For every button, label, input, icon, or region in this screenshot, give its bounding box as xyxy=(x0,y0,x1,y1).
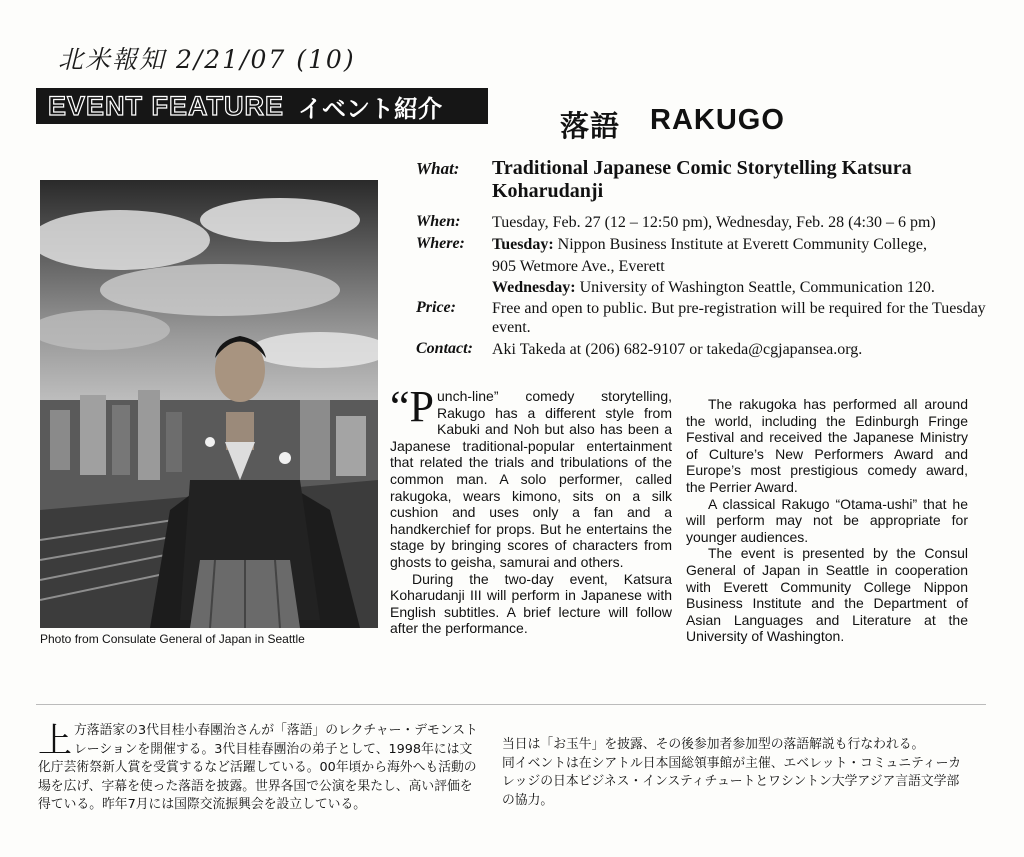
contact-value: Aki Takeda at (206) 682-9107 or takeda@cgjapansea.org. xyxy=(492,341,863,358)
event-info xyxy=(416,157,986,362)
page-title xyxy=(560,104,785,145)
where-label: Where: xyxy=(416,235,465,252)
article-paragraph xyxy=(390,382,672,571)
what-label: What: xyxy=(416,159,460,178)
when-label: When: xyxy=(416,213,461,230)
headline-japanese: 落語 xyxy=(560,111,621,143)
price-label: Price: xyxy=(416,299,456,316)
article-paragraph-1: unch-line” comedy storytelling, Rakugo has a different style from Kabuki and Noh but also has been a Japanese traditional-popular entertainment that related the trials and tribulations of the common man. A solo performer, called rakugoka, wears kimono, sits on a silk cushion and uses only a fan and a handkerchief for props. But he entertains the stage by bringing scores of characters from ghosts to geisha, samurai and others. xyxy=(390,388,672,570)
what-value: Traditional Japanese Comic Storytelling Katsura Koharudanji xyxy=(492,157,912,202)
japanese-text-left xyxy=(38,722,478,815)
info-where xyxy=(416,235,986,254)
banner-english: EVENT FEATURE xyxy=(48,90,285,121)
where-tuesday xyxy=(492,235,927,254)
info-contact xyxy=(416,340,986,359)
japanese-left-body: 方落語家の3代目桂小春團治さんが「落語」のレクチャー・デモンストレーションを開催する。3代目桂春團治の弟子として、1998年には文化庁芸術祭新人賞を受賞するなど活躍している。00年頃から海外へも活動の場を広げ、字幕を使った落語を披露。世界各国で公演を果たし、高い評価を得ている。昨年7月には国際交流振興会を設立している。 xyxy=(38,723,478,812)
japanese-right-line-2: 同イベントは在シアトル日本国総領事館が主催、エベレット・コミュニティーカレッジの日本ビジネス・インスティチュートとワシントン大学アジア言語文学部の協力。 xyxy=(502,755,962,808)
article-dropcap: “P xyxy=(390,382,434,431)
article-column-left xyxy=(390,382,672,637)
where-tuesday-address: 905 Wetmore Ave., Everett xyxy=(492,258,665,275)
where-wednesday-day: Wednesday: xyxy=(492,279,576,296)
article-paragraph-4: A classical Rakugo “Otama-ushi” that he will perform may not be appropriate for younger audiences. xyxy=(686,495,968,545)
where-tuesday-day: Tuesday: xyxy=(492,236,554,253)
article-column-right xyxy=(686,396,968,645)
handwritten-note: 北米報知 2/21/07 (10) xyxy=(58,45,356,74)
info-price xyxy=(416,299,986,337)
when-value: Tuesday, Feb. 27 (12 – 12:50 pm), Wednesday, Feb. 28 (4:30 – 6 pm) xyxy=(492,214,936,231)
headline-english: RAKUGO xyxy=(650,104,785,136)
japanese-dropcap: 上 xyxy=(38,721,72,761)
photo-caption: Photo from Consulate General of Japan in Seattle xyxy=(40,632,305,646)
where-wednesday xyxy=(492,278,986,297)
japanese-right-line-1: 当日は「お玉牛」を披露、その後参加者参加型の落語解説も行なわれる。 xyxy=(502,737,925,752)
article-paragraph-5: The event is presented by the Consul General of Japan in Seattle in cooperation with Everett Community College Nippon Business Institute and the Department of Asian Languages and Literature at the University of Washington. xyxy=(686,545,968,645)
price-value: Free and open to public. But pre-registration will be required for the Tuesday event. xyxy=(492,300,986,336)
contact-label: Contact: xyxy=(416,340,473,357)
section-divider xyxy=(36,704,986,705)
article-paragraph-2: During the two-day event, Katsura Koharudanji III will perform in Japanese with English subtitles. A brief lecture will follow after the performance. xyxy=(390,570,672,637)
where-tuesday-value: Nippon Business Institute at Everett Community College, xyxy=(557,236,927,253)
info-when xyxy=(416,213,986,232)
event-feature-banner xyxy=(36,88,488,124)
banner-japanese: イベント紹介 xyxy=(298,95,443,123)
where-wednesday-value: University of Washington Seattle, Communication 120. xyxy=(579,279,935,296)
info-what xyxy=(416,157,986,203)
performer-photo xyxy=(40,180,378,628)
japanese-text-right xyxy=(502,736,972,810)
article-paragraph-3: The rakugoka has performed all around the world, including the Edinburgh Fringe Festival and received the Japanese Ministry of Culture’s New Performers Award and Europe’s most prestigious comedy award, the Perrier Award. xyxy=(686,396,968,495)
